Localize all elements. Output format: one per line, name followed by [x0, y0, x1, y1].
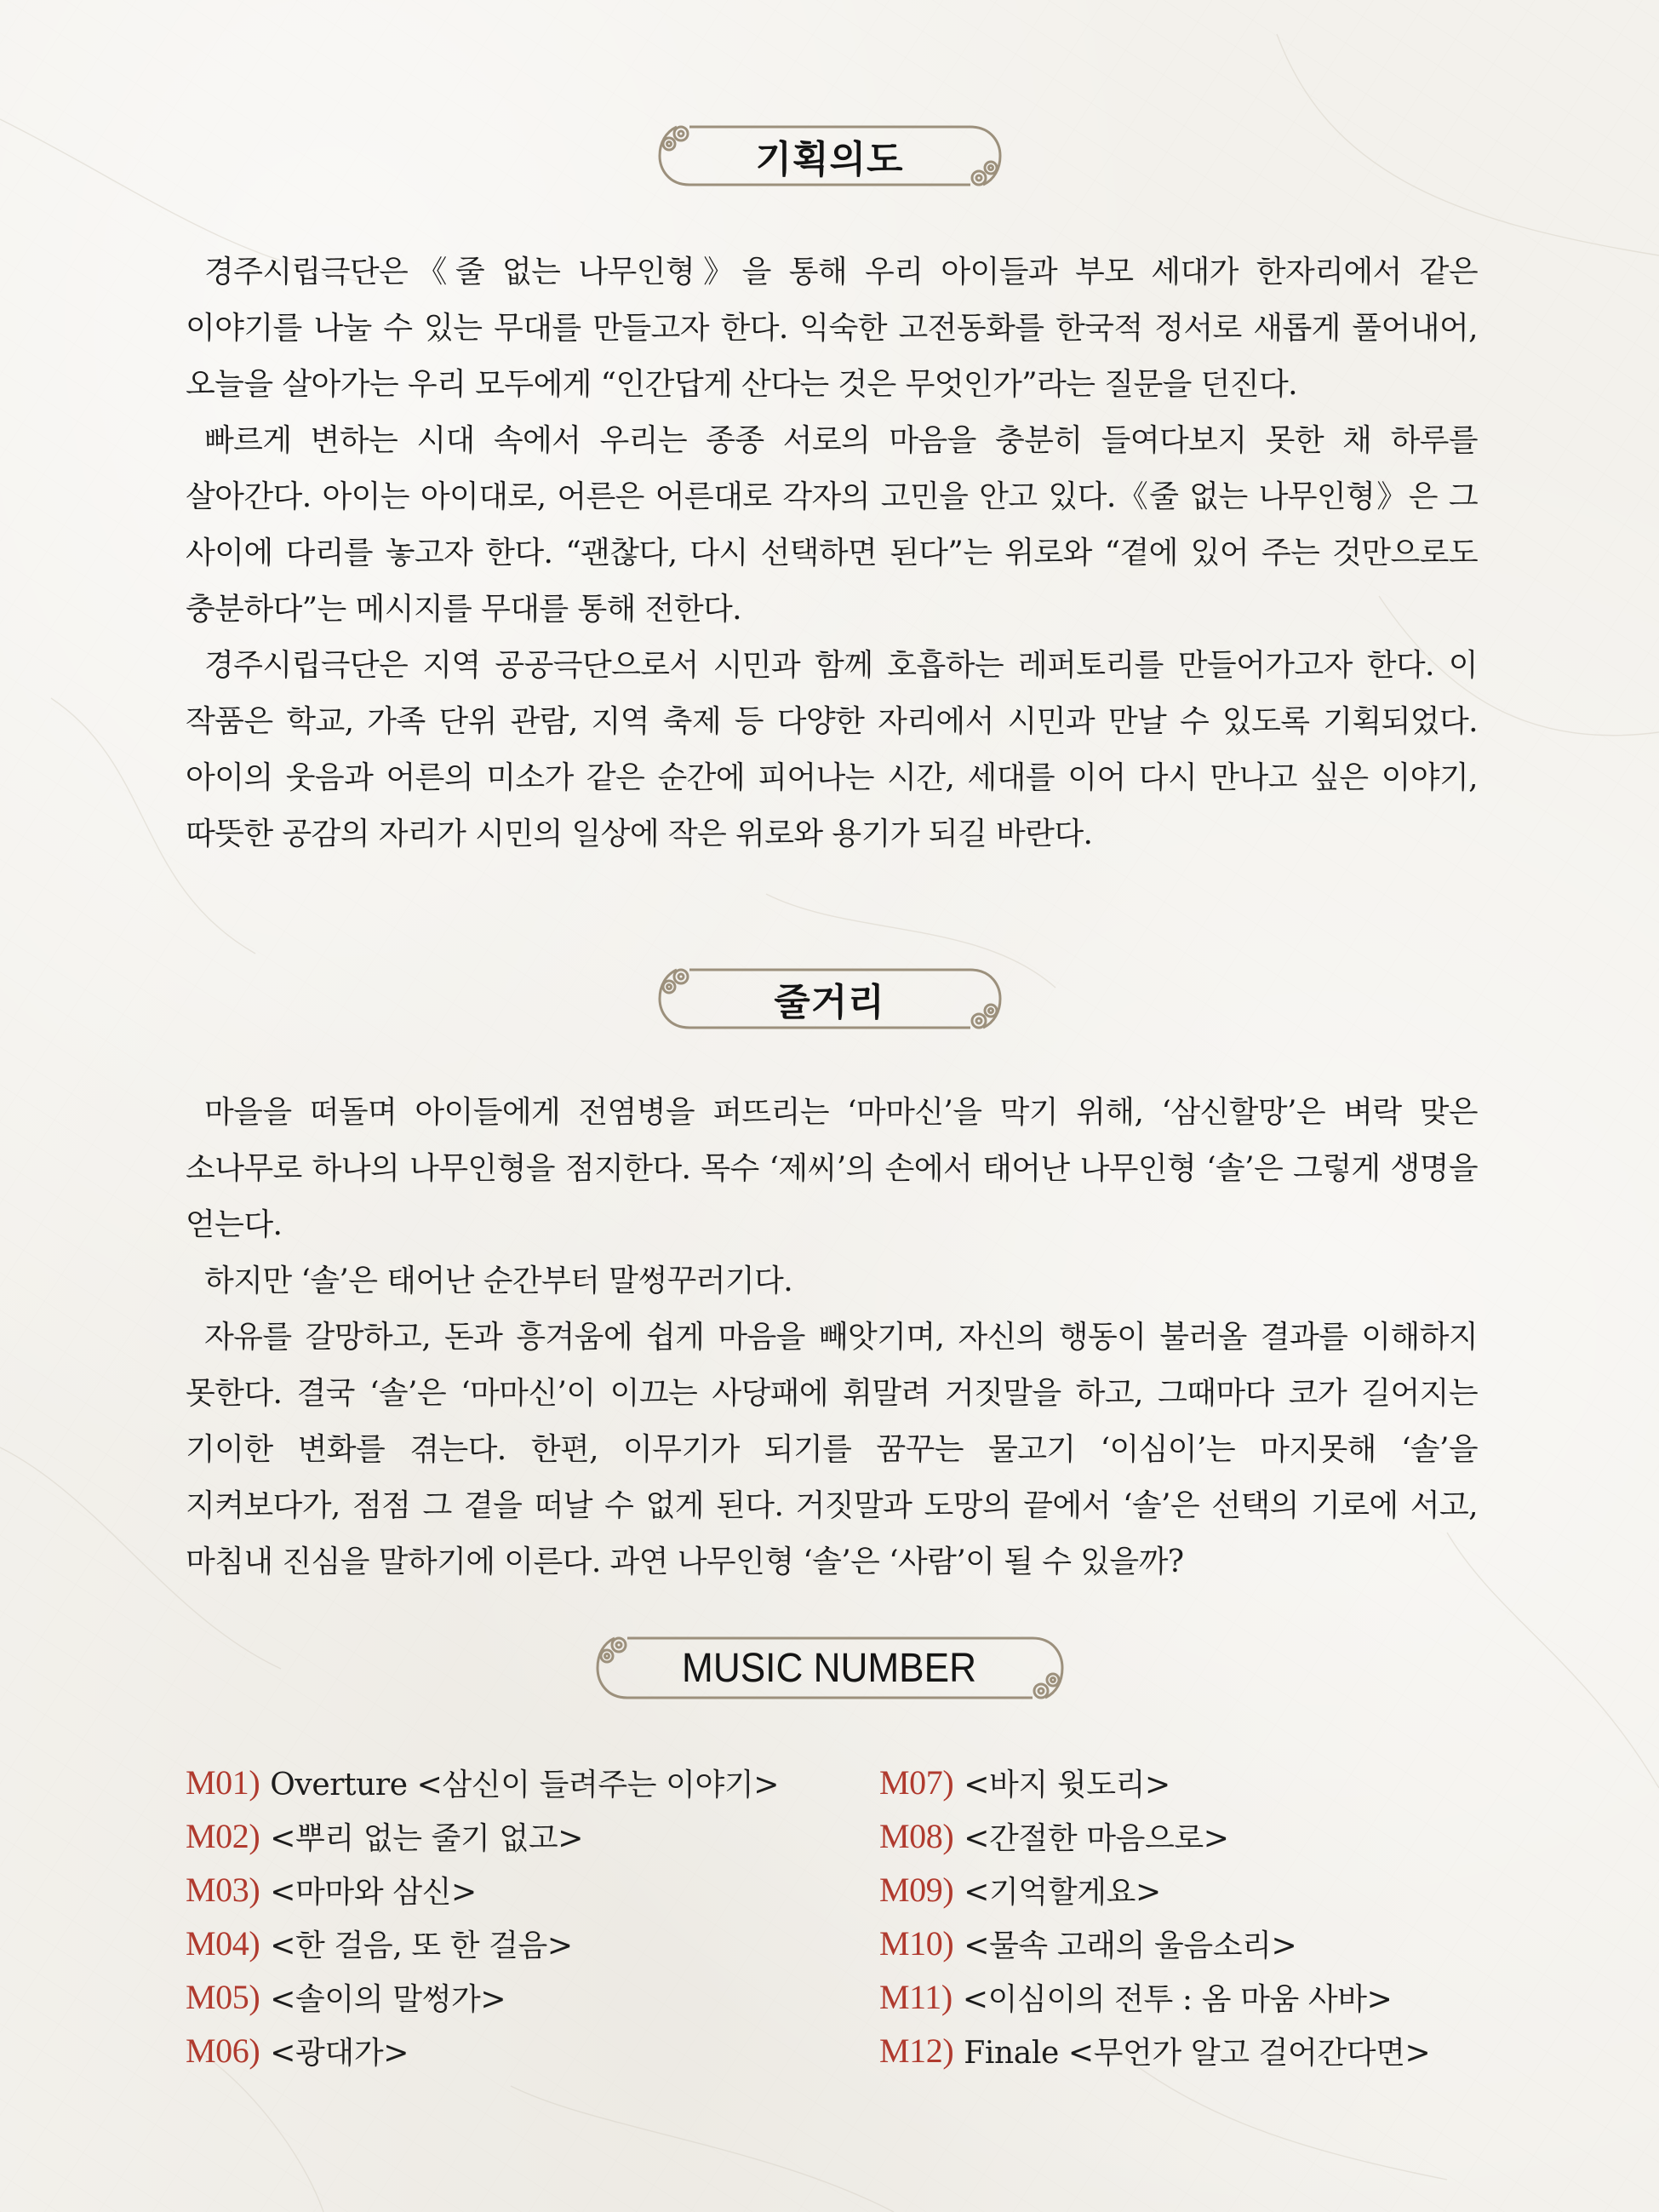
track-title: <마마와 삼신> [270, 1875, 477, 1910]
section-header-music [593, 1633, 1067, 1703]
track-number: M07) [879, 1763, 954, 1802]
track-title: Finale <무언가 알고 걸어간다면> [964, 2036, 1431, 2071]
track-item [879, 1917, 1496, 1970]
synopsis-body [186, 1085, 1478, 1590]
track-item [879, 2024, 1496, 2077]
track-title: <광대가> [270, 2036, 409, 2071]
track-number: M09) [879, 1871, 954, 1909]
track-item [879, 1970, 1496, 2024]
track-item [879, 1756, 1496, 1809]
track-item [186, 1756, 879, 1809]
track-title: <뿌리 없는 줄기 없고> [270, 1821, 583, 1856]
track-title: <바지 윗도리> [964, 1768, 1170, 1802]
intent-paragraph: 경주시립극단은《줄 없는 나무인형》을 통해 우리 아이들과 부모 세대가 한자리에서 같은 이야기를 나눌 수 있는 무대를 만들고자 한다. 익숙한 고전동화를 한국적 정서로 새롭게 풀어내어, 오늘을 살아가는 우리 모두에게 “인간답게 산다는 것은 무엇인가”라는 질문을 던진다. [186, 255, 1478, 402]
intent-body [186, 244, 1478, 862]
track-number: M11) [879, 1978, 952, 2016]
track-title: <물속 고래의 울음소리> [964, 1928, 1297, 1963]
track-item [879, 1863, 1496, 1917]
intent-paragraph: 빠르게 변하는 시대 속에서 우리는 종종 서로의 마음을 충분히 들여다보지 못한 채 하루를 살아간다. 아이는 아이대로, 어른은 어른대로 각자의 고민을 안고 있다.《줄 없는 나무인형》은 그 사이에 다리를 놓고자 한다. “괜찮다, 다시 선택하면 된다”는 위로와 “곁에 있어 주는 것만으로도 충분하다”는 메시지를 무대를 통해 전한다. [186, 423, 1478, 627]
track-number: M06) [186, 2031, 260, 2070]
section-header-intent [655, 122, 1004, 190]
track-item [879, 1809, 1496, 1863]
section-title: MUSIC NUMBER [682, 1645, 977, 1691]
track-number: M12) [879, 2031, 954, 2070]
track-item [186, 1917, 879, 1970]
track-title: <이심이의 전투 : 옴 마움 사바> [962, 1982, 1393, 2017]
track-title: <간절한 마음으로> [964, 1821, 1229, 1856]
track-number: M05) [186, 1978, 260, 2016]
intent-paragraph: 경주시립극단은 지역 공공극단으로서 시민과 함께 호흡하는 레퍼토리를 만들어가고자 한다. 이 작품은 학교, 가족 단위 관람, 지역 축제 등 다양한 자리에서 시민과 만날 수 있도록 기획되었다. 아이의 웃음과 어른의 미소가 같은 순간에 피어나는 시간, 세대를 이어 다시 만나고 싶은 이야기, 따뜻한 공감의 자리가 시민의 일상에 작은 위로와 용기가 되길 바란다. [186, 648, 1478, 851]
track-number: M03) [186, 1871, 260, 1909]
synopsis-paragraph: 마을을 떠돌며 아이들에게 전염병을 퍼뜨리는 ‘마마신’을 막기 위해, ‘삼신할망’은 벼락 맞은 소나무로 하나의 나무인형을 점지한다. 목수 ‘제씨’의 손에서 태어난 나무인형 ‘솔’은 그렇게 생명을 얻는다. [186, 1095, 1478, 1242]
track-number: M10) [879, 1924, 954, 1963]
track-title: <기억할게요> [964, 1875, 1161, 1910]
track-number: M01) [186, 1763, 260, 1802]
synopsis-paragraph: 자유를 갈망하고, 돈과 흥겨움에 쉽게 마음을 빼앗기며, 자신의 행동이 불러올 결과를 이해하지 못한다. 결국 ‘솔’은 ‘마마신’이 이끄는 사당패에 휘말려 거짓말을 하고, 그때마다 코가 길어지는 기이한 변화를 겪는다. 한편, 이무기가 되기를 꿈꾸는 물고기 ‘이심이’는 마지못해 ‘솔’을 지켜보다가, 점점 그 곁을 떠날 수 없게 된다. 거짓말과 도망의 끝에서 ‘솔’은 선택의 기로에 서고, 마침내 진심을 말하기에 이른다. 과연 나무인형 ‘솔’은 ‘사람’이 될 수 있을까? [186, 1320, 1478, 1579]
track-item [186, 1863, 879, 1917]
track-item [186, 1970, 879, 2024]
track-item [186, 2024, 879, 2077]
section-title: 기획의도 [755, 138, 904, 181]
track-title: Overture <삼신이 들려주는 이야기> [270, 1768, 780, 1802]
section-title: 줄거리 [774, 981, 885, 1024]
track-title: <한 걸음, 또 한 걸음> [270, 1928, 573, 1963]
synopsis-paragraph: 하지만 ‘솔’은 태어난 순간부터 말썽꾸러기다. [204, 1264, 793, 1298]
music-number-list [186, 1756, 1496, 2077]
track-number: M04) [186, 1924, 260, 1963]
track-number: M08) [879, 1817, 954, 1855]
track-number: M02) [186, 1817, 260, 1855]
section-header-synopsis [655, 965, 1004, 1033]
track-item [186, 1809, 879, 1863]
track-title: <솔이의 말썽가> [270, 1982, 506, 2017]
